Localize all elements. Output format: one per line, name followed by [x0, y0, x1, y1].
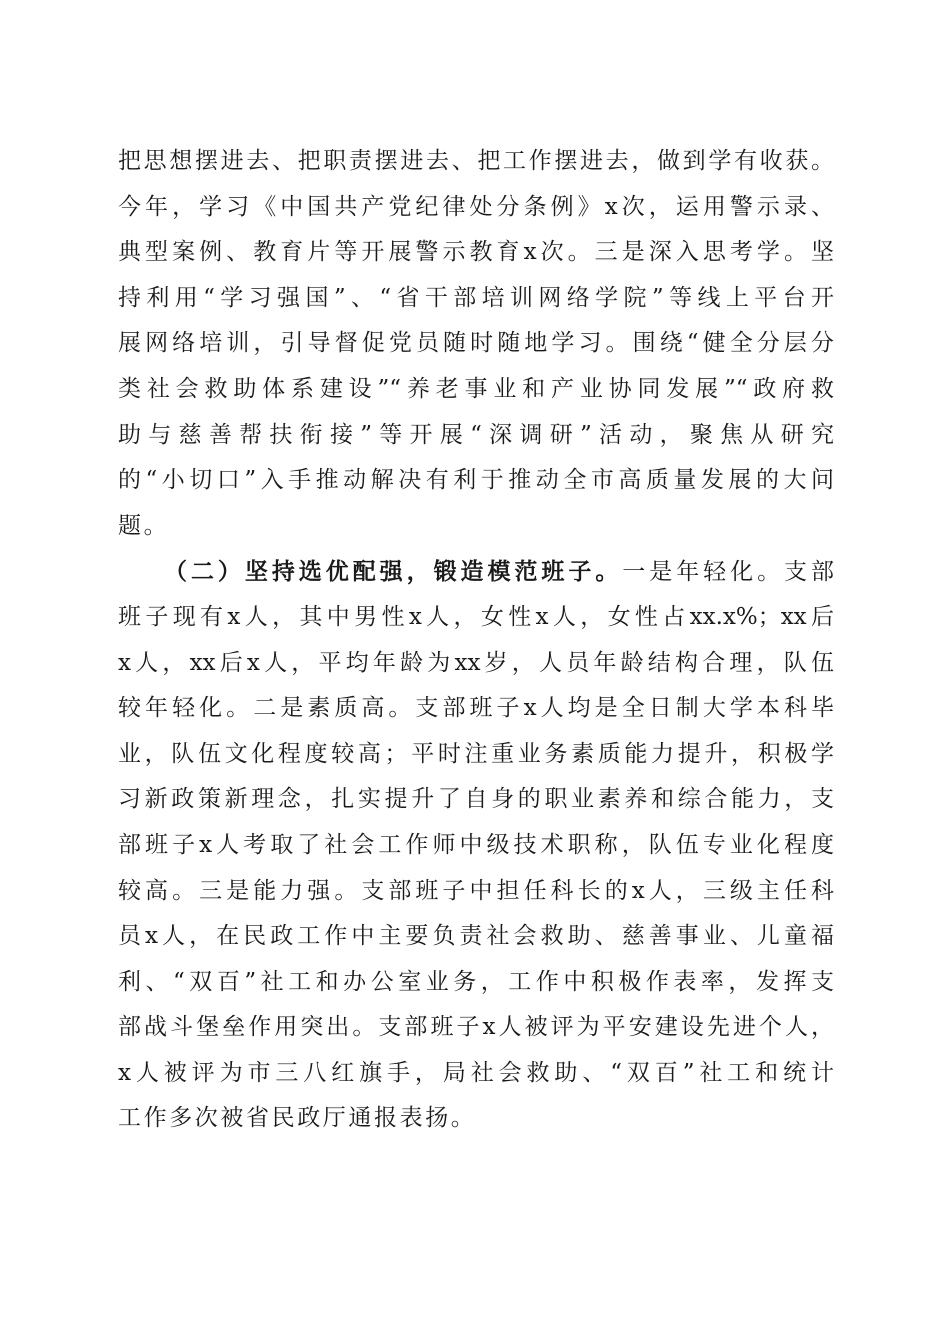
heading-line-rest: 一是年轻化。支部 [622, 559, 835, 586]
text-line: 习新政策新理念，扎实提升了自身的职业素养和综合能力，支 [118, 786, 834, 813]
document-body [118, 139, 834, 1142]
text-line: 部班子x人考取了社会工作师中级技术职称，队伍专业化程度 [118, 831, 834, 858]
text-line: x人被评为市三八红旗手，局社会救助、“双百”社工和统计 [118, 1059, 834, 1086]
section-heading: （二）坚持选优配强，锻造模范班子。 [164, 558, 623, 586]
text-line: 今年，学习《中国共产党纪律处分条例》x次，运用警示录、 [118, 193, 834, 220]
text-line: 展网络培训，引导督促党员随时随地学习。围绕“健全分层分 [118, 330, 834, 357]
text-line: 典型案例、教育片等开展警示教育x次。三是深入思考学。坚 [118, 239, 834, 266]
paragraph-2 [118, 549, 834, 1142]
text-line: 较年轻化。二是素质高。支部班子x人均是全日制大学本科毕 [118, 695, 834, 722]
text-line: x人，xx后x人，平均年龄为xx岁，人员年龄结构合理，队伍 [118, 649, 834, 676]
text-line: 持利用“学习强国”、“省干部培训网络学院”等线上平台开 [118, 284, 834, 311]
text-line: 助与慈善帮扶衔接”等开展“深调研”活动，聚焦从研究 [118, 421, 834, 448]
text-line: 班子现有x人，其中男性x人，女性x人，女性占xx.x%；xx后 [118, 603, 834, 630]
text-line: 题。 [118, 512, 170, 539]
text-line: 类社会救助体系建设”“养老事业和产业协同发展”“政府救 [118, 375, 834, 402]
text-line: 部战斗堡垒作用突出。支部班子x人被评为平安建设先进个人， [118, 1014, 834, 1041]
text-line: 工作多次被省民政厅通报表扬。 [118, 1105, 477, 1132]
text-line: 较高。三是能力强。支部班子中担任科长的x人，三级主任科 [118, 877, 834, 904]
text-line: 员x人，在民政工作中主要负责社会救助、慈善事业、儿童福 [118, 923, 834, 950]
text-line [118, 549, 834, 595]
text-line: 业，队伍文化程度较高；平时注重业务素质能力提升，积极学 [118, 740, 834, 767]
text-line: 利、“双百”社工和办公室业务，工作中积极作表率，发挥支 [118, 968, 834, 995]
text-line: 的“小切口”入手推动解决有利于推动全市高质量发展的大问 [118, 467, 834, 494]
text-line: 把思想摆进去、把职责摆进去、把工作摆进去，做到学有收获。 [118, 148, 834, 174]
paragraph-1 [118, 139, 834, 549]
